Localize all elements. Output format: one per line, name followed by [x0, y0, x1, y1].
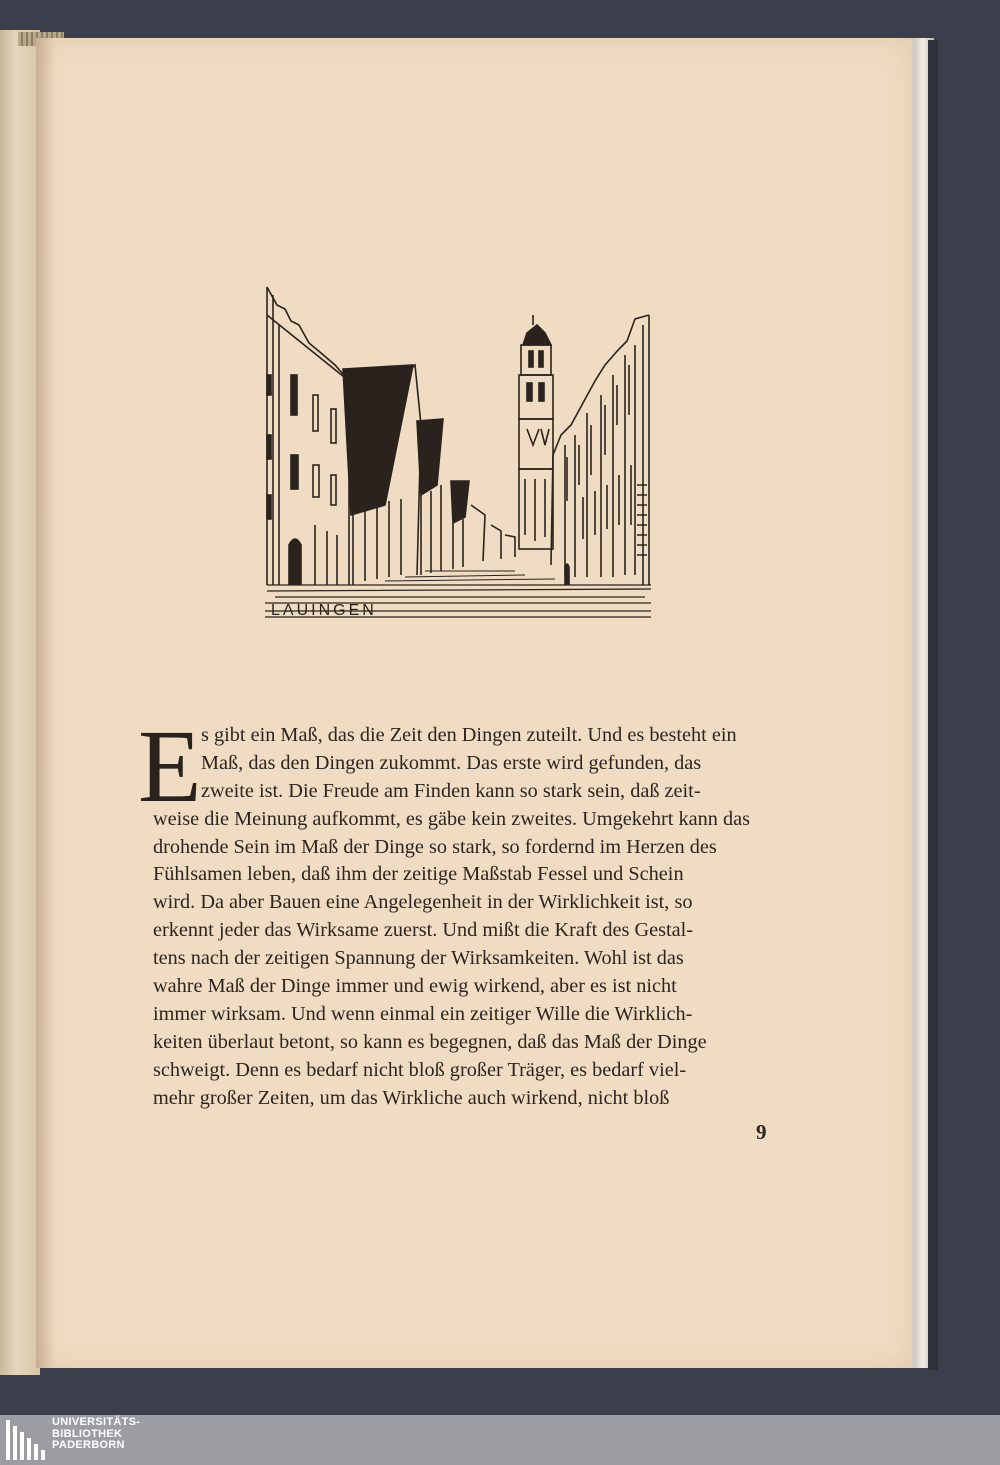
text-line: zweite ist. Die Freude am Finden kann so stark sein, daß zeit- — [201, 779, 701, 802]
drop-cap: E — [138, 709, 202, 824]
page-gutter-shadow — [36, 38, 56, 1368]
logo-line-2: BIBLIOTHEK — [52, 1427, 123, 1440]
text-line: Fühlsamen leben, daß ihm der zeitige Maßstab Fessel und Schein — [153, 863, 684, 886]
body-text — [138, 709, 775, 1112]
logo-line-1: UNIVERSITÄTS- — [52, 1416, 141, 1428]
book-page — [36, 38, 912, 1368]
page-stack-shadow — [928, 40, 938, 1370]
text-line: schweigt. Denn es bedarf nicht bloß großer Träger, es bedarf viel- — [153, 1058, 687, 1081]
text-line: weise die Meinung aufkommt, es gäbe kein zweites. Umgekehrt kann das — [153, 807, 750, 830]
text-line: tens nach der zeitigen Spannung der Wirksamkeiten. Wohl ist das — [153, 947, 684, 970]
text-line: wahre Maß der Dinge immer und ewig wirkend, aber es ist nicht — [153, 975, 677, 998]
library-logo-text — [52, 1417, 140, 1452]
text-line: mehr großer Zeiten, um das Wirkliche auch wirkend, nicht bloß — [153, 1086, 670, 1109]
page-number: 9 — [756, 1120, 767, 1144]
logo-line-3: PADERBORN — [52, 1439, 125, 1451]
street-illustration — [265, 285, 653, 620]
text-line: drohende Sein im Maß der Dinge so stark, so fordernd im Herzen des — [153, 835, 717, 858]
text-line: wird. Da aber Bauen eine Angelegenheit in der Wirklichkeit ist, so — [153, 891, 693, 914]
text-line: immer wirksam. Und wenn einmal ein zeitiger Wille die Wirklich- — [153, 1002, 693, 1025]
text-line: Maß, das den Dingen zukommt. Das erste wird gefunden, das — [201, 751, 702, 774]
text-line: erkennt jeder das Wirksame zuerst. Und mißt die Kraft des Gestal- — [153, 919, 694, 942]
library-footer — [0, 1415, 1000, 1465]
text-line: keiten überlaut betont, so kann es begegnen, daß das Maß der Dinge — [153, 1030, 707, 1053]
library-logo-icon — [6, 1420, 46, 1460]
text-line: s gibt ein Maß, das die Zeit den Dingen zuteilt. Und es besteht ein — [201, 724, 737, 746]
previous-page-edge — [0, 30, 40, 1375]
illustration-caption: LAUINGEN — [271, 602, 377, 619]
